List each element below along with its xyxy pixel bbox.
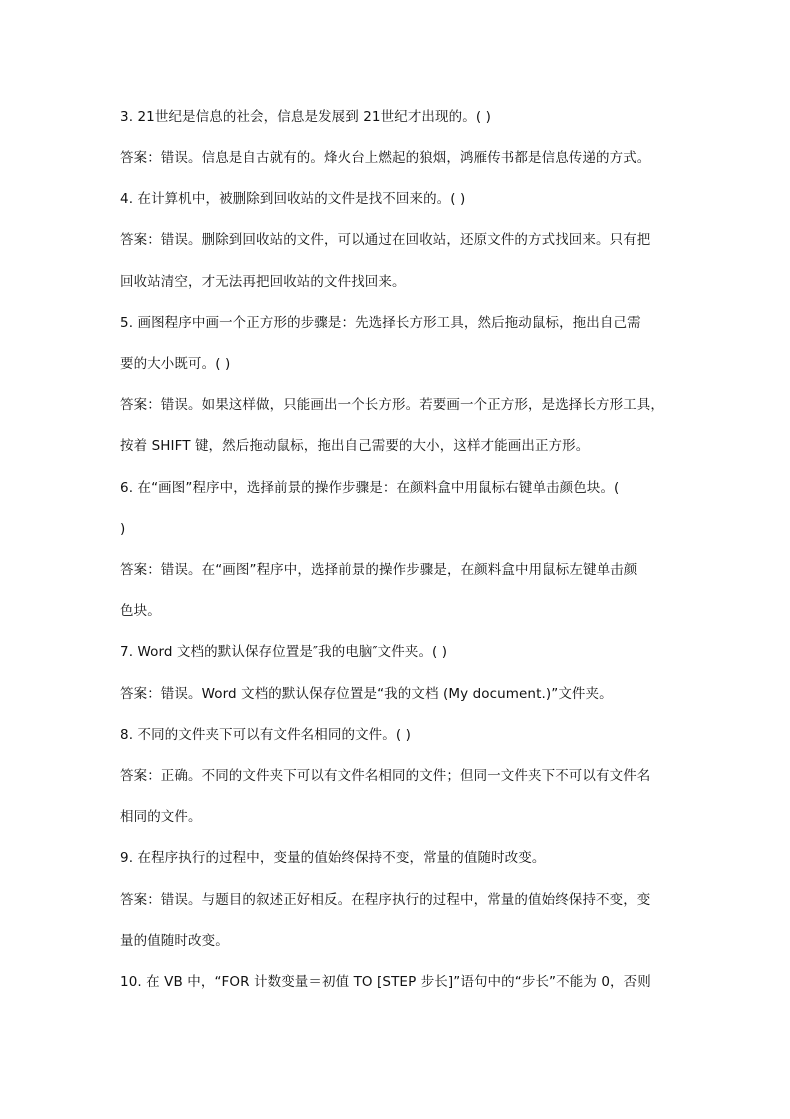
question-6-line-2: ) — [120, 521, 126, 537]
answer-6-line-2: 色块。 — [120, 603, 161, 619]
answer-8-line-2: 相同的文件。 — [120, 809, 202, 825]
answer-9-line-2: 量的值随时改变。 — [120, 933, 229, 949]
question-5-line-1: 5. 画图程序中画一个正方形的步骤是：先选择长方形工具，然后拖动鼠标，拖出自己需 — [120, 315, 641, 331]
question-4: 4. 在计算机中，被删除到回收站的文件是找不回来的。( ) — [120, 191, 466, 207]
question-7: 7. Word 文档的默认保存位置是″我的电脑″文件夹。( ) — [120, 644, 448, 660]
question-5-line-2: 要的大小既可。( ) — [120, 356, 231, 372]
answer-5-line-2: 按着 SHIFT 键，然后拖动鼠标，拖出自己需要的大小，这样才能画出正方形。 — [120, 438, 590, 454]
question-3: 3. 21世纪是信息的社会，信息是发展到 21世纪才出现的。( ) — [120, 109, 491, 125]
question-8: 8. 不同的文件夹下可以有文件名相同的文件。( ) — [120, 727, 411, 743]
question-6-line-1: 6. 在“画图”程序中，选择前景的操作步骤是：在颜料盒中用鼠标右键单击颜色块。( — [120, 480, 620, 496]
answer-4-line-1: 答案：错误。删除到回收站的文件，可以通过在回收站，还原文件的方式找回来。只有把 — [120, 232, 651, 248]
answer-6-line-1: 答案：错误。在“画图”程序中，选择前景的操作步骤是，在颜料盒中用鼠标左键单击颜 — [120, 562, 638, 578]
answer-3: 答案：错误。信息是自古就有的。烽火台上燃起的狼烟，鸿雁传书都是信息传递的方式。 — [120, 150, 651, 166]
answer-9-line-1: 答案：错误。与题目的叙述正好相反。在程序执行的过程中，常量的值始终保持不变，变 — [120, 892, 651, 908]
answer-8-line-1: 答案：正确。不同的文件夹下可以有文件名相同的文件；但同一文件夹下不可以有文件名 — [120, 768, 651, 784]
answer-7: 答案：错误。Word 文档的默认保存位置是“我的文档 (My document.)”文件夹。 — [120, 686, 613, 702]
answer-5-line-1: 答案：错误。如果这样做，只能画出一个长方形。若要画一个正方形，是选择长方形工具， — [120, 397, 664, 413]
question-10-line-1: 10. 在 VB 中，“FOR 计数变量＝初值 TO [STEP 步长]”语句中的“步长”不能为 0，否则 — [120, 974, 651, 990]
answer-4-line-2: 回收站清空，才无法再把回收站的文件找回来。 — [120, 274, 406, 290]
question-9: 9. 在程序执行的过程中，变量的值始终保持不变，常量的值随时改变。 — [120, 850, 546, 866]
